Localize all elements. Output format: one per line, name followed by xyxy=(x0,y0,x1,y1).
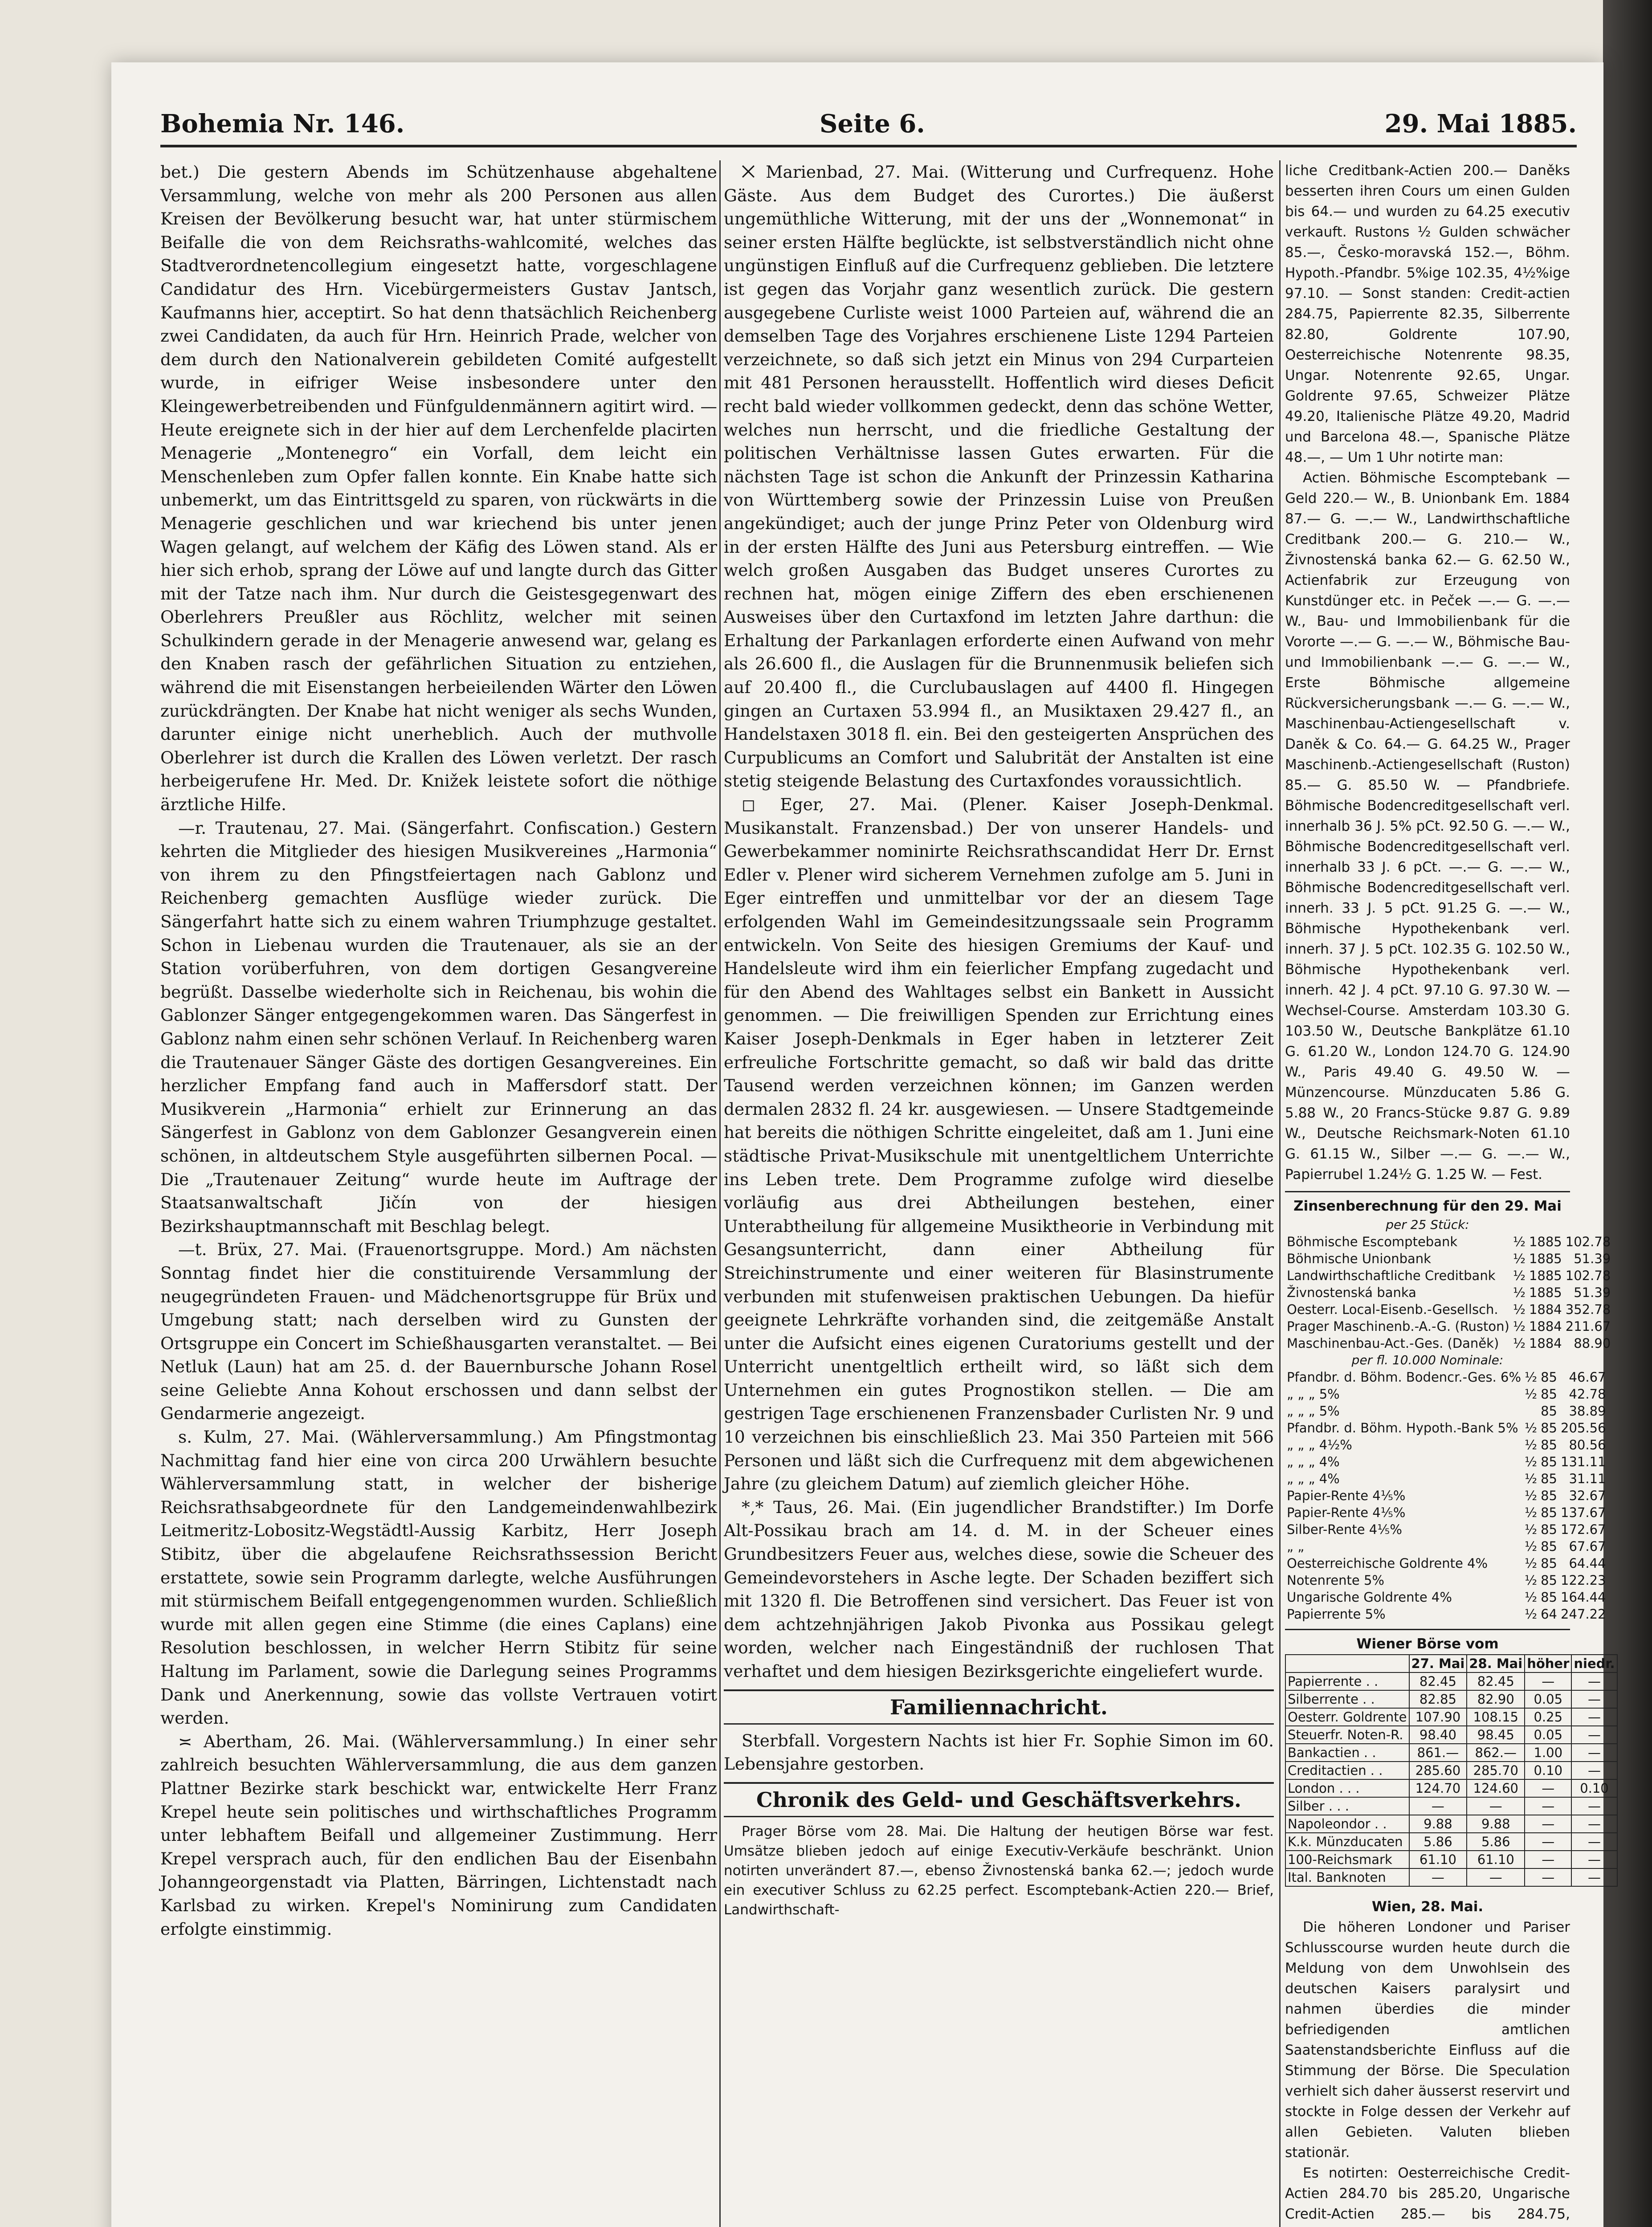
table-row xyxy=(1285,1708,1617,1726)
security-name: Creditactien . . xyxy=(1285,1762,1409,1779)
table-row xyxy=(1285,1436,1608,1453)
quote-value: 0.05 xyxy=(1525,1690,1571,1708)
interest-value: 51.39 xyxy=(1574,1251,1611,1266)
security-name: Böhmische Escomptebank xyxy=(1287,1234,1458,1249)
interest-year: 85 xyxy=(1541,1505,1558,1520)
security-name: K.k. Münzducaten xyxy=(1285,1833,1409,1851)
table-row xyxy=(1285,1521,1608,1538)
article-marienbad: ⨉ Marienbad, 27. Mai. (Witterung und Curfrequenz. Hohe Gäste. Aus dem Budget des Curortes.) Die äußerst ungemüthliche Witterung, mit der uns der „Wonnemonat“ in seiner ersten Hälfte beglückte, ist selbstverständlich nicht ohne ungünstigen Einfluß auf die Curfrequenz geblieben. Die letztere ist gegen das Vorjahr ganz wesentlich zurück. Die gestern ausgegebene Curliste weist 1000 Parteien auf, während die an demselben Tage des Vorjahres erschienene Liste 1294 Parteien verzeichnete, so daß sich jetzt ein Minus von 294 Curparteien mit 481 Personen herausstellt. Hoffentlich wird dieses Deficit recht bald wieder vollkommen gedeckt, denn das schöne Wetter, welches nun herrscht, und die friedliche Gestaltung der politischen Verhältnisse lassen Gutes erwarten. Für die nächsten Tage ist schon die Ankunft der Prinzessin Katharina von Württemberg sowie der Prinzessin Luise von Preußen angekündiget; auch der junge Prinz Peter von Oldenburg wird in der ersten Hälfte des Juni aus Petersburg eintreffen. — Wie welch großen Ausgaben das Budget unseres Curortes zu rechnen hat, mögen einige Ziffern des eben erschienenen Ausweises über den Curtaxfond im letzten Jahre darthun: die Erhaltung der Parkanlagen erforderte einen Aufwand von mehr als 26.600 fl., die Auslagen für die Brunnenmusik beliefen sich auf 20.400 fl., die Curclubauslagen auf 4400 fl. Hingegen gingen an Curtaxen 53.994 fl., an Musiktaxen 29.427 fl., an Handelstaxen 3018 fl. ein. Bei den gesteigerten Ansprüchen des Curpublicums an Comfort und Salubrität der Anstalten ist eine stetig steigende Belastung des Curtaxfondes voraussichtlich. xyxy=(724,162,1274,791)
interest-fraction: ½ xyxy=(1525,1590,1538,1605)
table-row xyxy=(1285,1672,1617,1690)
security-name: Papierrente 5% xyxy=(1287,1607,1386,1622)
quote-value: — xyxy=(1467,1868,1525,1886)
interest-year: 1884 xyxy=(1529,1302,1562,1317)
table-row xyxy=(1285,1589,1608,1606)
interest-year: 85 xyxy=(1541,1437,1558,1452)
table-row xyxy=(1285,1487,1608,1504)
table-row xyxy=(1285,1504,1608,1521)
quote-value: 82.90 xyxy=(1467,1690,1525,1708)
quote-value: 82.85 xyxy=(1409,1690,1467,1708)
column-3 xyxy=(1285,160,1615,2227)
quote-value: 1.00 xyxy=(1525,1744,1571,1762)
interest-value: 51.39 xyxy=(1574,1285,1611,1300)
security-name: 100-Reichsmark xyxy=(1285,1851,1409,1868)
table-row xyxy=(1285,1833,1617,1851)
security-name: Steuerfr. Noten-R. xyxy=(1285,1726,1409,1744)
interest-value: 247.22 xyxy=(1561,1607,1606,1622)
interest-year: 1884 xyxy=(1529,1336,1562,1351)
security-name: „ „ „ 4% xyxy=(1287,1471,1340,1486)
table-row xyxy=(1285,1386,1608,1403)
article-taus: *‚* Taus, 26. Mai. (Ein jugendlicher Brandstifter.) Im Dorfe Alt-Possikau brach am 14. d. M. in der Scheuer eines Grundbesitzers Feuer aus, welches diese, sowie die Scheuer des Gemeindevorstehers in Asche legte. Der Schaden beziffert sich mit 1320 fl. Die Betroffenen sind versichert. Das Feuer ist von dem achtzehnjährigen Jakob Pivonka aus Possikau gelegt worden, welcher nach Eingeständniß der ruchlosen That verhaftet und dem hiesigen Bezirksgerichte eingeliefert wurde. xyxy=(724,1497,1274,1681)
quote-value: — xyxy=(1571,1708,1617,1726)
interest-value: 164.44 xyxy=(1561,1590,1606,1605)
header-page-number: Seite 6. xyxy=(820,109,925,139)
security-name: Pfandbr. d. Böhm. Bodencr.-Ges. 6% xyxy=(1287,1370,1521,1385)
table-row xyxy=(1285,1744,1617,1762)
security-name: Böhmische Unionbank xyxy=(1287,1251,1431,1266)
interest-fraction: ½ xyxy=(1525,1522,1538,1537)
quote-value: — xyxy=(1571,1762,1617,1779)
quote-value: — xyxy=(1409,1868,1467,1886)
interest-fraction: ½ xyxy=(1513,1302,1526,1317)
table-row xyxy=(1285,1538,1608,1555)
table-row xyxy=(1285,1762,1617,1779)
security-name: „ „ „ 4% xyxy=(1287,1454,1340,1469)
security-name: Silber-Rente 4⅕% xyxy=(1287,1522,1402,1537)
quote-value: — xyxy=(1571,1744,1617,1762)
vienna-report-p1: Die höheren Londoner und Pariser Schlusscourse wurden heute durch die Meldung von dem Unwohlsein des deutschen Kaisers paralysirt und nahmen überdies die minder befriedigenden amtlichen Saatenstandsberichte Einfluss auf die Stimmung der Börse. Die Speculation verhielt sich daher äusserst reservirt und stockte in Folge dessen der Verkehr auf allen Gebieten. Valuten blieben stationär. xyxy=(1285,1919,1570,2161)
interest-value: 352.78 xyxy=(1565,1302,1611,1317)
quote-value: 0.10 xyxy=(1571,1779,1617,1797)
quote-value: 0.25 xyxy=(1525,1708,1571,1726)
quote-value: 9.88 xyxy=(1409,1815,1467,1833)
quote-value: — xyxy=(1571,1815,1617,1833)
interest-fraction: ½ xyxy=(1525,1488,1538,1503)
interest-value: 42.78 xyxy=(1569,1387,1606,1402)
table-row xyxy=(1285,1250,1612,1267)
column-2 xyxy=(724,160,1274,2227)
quote-value: 862.— xyxy=(1467,1744,1525,1762)
quote-value: 82.45 xyxy=(1467,1672,1525,1690)
interest-year: 85 xyxy=(1541,1590,1558,1605)
interest-value: 67.67 xyxy=(1569,1539,1606,1554)
interest-fraction: ½ xyxy=(1525,1437,1538,1452)
exchange-quotes: Actien. Böhmische Escomptebank — Geld 220.— W., B. Unionbank Em. 1884 87.— G. —.— W., Landwirthschaftliche Creditbank 200.— G. 210.— W., Živnostenská banka 62.— G. 62.50 W., Actienfabrik zur Erzeugung von Kunstdünger etc. in Peček —.— G. —.— W., Bau- und Immobilienbank für die Vororte —.— G. —.— W., Böhmische Bau- und Immobilienbank —.— G. —.— W., Erste Böhmische allgemeine Rückversicherungsbank —.— G. —.— W., Maschinenbau-Actiengesellschaft v. Daněk & Co. 64.— G. 64.25 W., Prager Maschinenb.-Actiengesellschaft (Ruston) 85.— G. 85.50 W. — Pfandbriefe. Böhmische Bodencreditgesellschaft verl. innerhalb 36 J. 5% pCt. 92.50 G. —.— W., Böhmische Bodencreditgesellschaft verl. innerhalb 33 J. 6 pCt. —.— G. —.— W., Böhmische Bodencreditgesellschaft verl. innerh. 33 J. 5 pCt. 91.25 G. —.— W., Böhmische Hypothekenbank verl. innerh. 37 J. 5 pCt. 102.35 G. 102.50 W., Böhmische Hypothekenbank verl. innerh. 42 J. 4 pCt. 97.10 G. 97.30 W. — Wechsel-Course. Amsterdam 103.30 G. 103.50 W., Deutsche Bankplätze 61.10 G. 61.20 W., London 124.70 G. 124.90 W., Paris 49.40 G. 49.50 W. — Münzencourse. Münzducaten 5.86 G. 5.88 W., 20 Francs-Stücke 9.87 G. 9.89 W., Deutsche Reichsmark-Noten 61.10 G. 61.15 W., Silber —.— G. —.— W., Papierrubel 1.24½ G. 1.25 W. — Fest. xyxy=(1285,470,1570,1183)
table-row xyxy=(1285,1335,1612,1352)
table-row xyxy=(1285,1470,1608,1487)
interest-table-title: Zinsenberechnung für den 29. Mai xyxy=(1285,1191,1570,1216)
interest-year: 85 xyxy=(1541,1420,1558,1436)
interest-fraction: ½ xyxy=(1525,1420,1538,1436)
security-name: Oesterr. Local-Eisenb.-Gesellsch. xyxy=(1287,1302,1498,1317)
interest-value: 211.67 xyxy=(1565,1319,1611,1334)
quote-value: — xyxy=(1571,1833,1617,1851)
family-notice-title: Familiennachricht. xyxy=(724,1689,1274,1725)
newspaper-page xyxy=(111,62,1615,2227)
interest-year: 85 xyxy=(1541,1454,1558,1469)
security-name: Maschinenbau-Act.-Ges. (Daněk) xyxy=(1287,1336,1499,1351)
vienna-exchange-table-title: Wiener Börse vom xyxy=(1285,1629,1570,1654)
security-name: Landwirthschaftliche Creditbank xyxy=(1287,1268,1496,1283)
prague-exchange-report: Prager Börse vom 28. Mai. Die Haltung der heutigen Börse war fest. Umsätze blieben jedoch auf einige Executiv-Verkäufe beschränkt. Union notirten unverändert 87.—, ebenso Živnostenská banka 62.—; jedoch wurde ein executiver Schluss zu 62.25 perfect. Escomptebank-Actien 220.— Brief, Landwirthschaft- xyxy=(724,1823,1274,1918)
table-row xyxy=(1285,1318,1612,1335)
quote-value: — xyxy=(1571,1672,1617,1690)
exchange-report-continued: liche Creditbank-Actien 200.— Daněks besserten ihren Cours um einen Gulden bis 64.— und wurden zu 64.25 executiv verkauft. Rustons ½ Gulden schwächer 85.—, Česko-moravská 152.—, Böhm. Hypoth.-Pfandbr. 5%ige 102.35, 4½%ige 97.10. — Sonst standen: Credit-actien 284.75, Papierrente 82.35, Silberrente 82.80, Goldrente 107.90, Oesterreichische Notenrente 98.35, Ungar. Notenrente 92.65, Ungar. Goldrente 97.65, Schweizer Plätze 49.20, Italienische Plätze 49.20, Madrid und Barcelona 48.—, Spanische Plätze 48.—, — Um 1 Uhr notirte man: xyxy=(1285,163,1570,465)
table-row xyxy=(1285,1797,1617,1815)
interest-fraction: ½ xyxy=(1513,1251,1526,1266)
interest-table-bonds xyxy=(1285,1369,1608,1623)
interest-value: 172.67 xyxy=(1561,1522,1606,1537)
interest-fraction: ½ xyxy=(1513,1234,1526,1249)
quote-value: — xyxy=(1571,1851,1617,1868)
interest-year: 1885 xyxy=(1529,1234,1562,1249)
security-name: „ „ xyxy=(1287,1539,1305,1554)
security-name: Prager Maschinenb.-A.-G. (Ruston) xyxy=(1287,1319,1509,1334)
interest-year: 1885 xyxy=(1529,1268,1562,1283)
vienna-report-title: Wien, 28. Mai. xyxy=(1371,1899,1484,1915)
interest-value: 122.23 xyxy=(1561,1573,1606,1588)
quote-value: — xyxy=(1571,1868,1617,1886)
vienna-report-p2: Es notirten: Oesterreichische Credit-Actien 284.70 bis 285.20, Ungarische Credit-Actien 285.— bis 284.75, xyxy=(1285,2165,1570,2222)
interest-value: 31.11 xyxy=(1569,1471,1606,1486)
interest-year: 85 xyxy=(1541,1370,1558,1385)
security-name: Pfandbr. d. Böhm. Hypoth.-Bank 5% xyxy=(1287,1420,1518,1436)
interest-year: 85 xyxy=(1541,1387,1558,1402)
quote-value: — xyxy=(1467,1797,1525,1815)
table-row xyxy=(1285,1868,1617,1886)
interest-year: 85 xyxy=(1541,1556,1558,1571)
security-name: „ „ „ 5% xyxy=(1287,1403,1340,1419)
table-row xyxy=(1285,1606,1608,1623)
table-row xyxy=(1285,1284,1612,1301)
interest-value: 32.67 xyxy=(1569,1488,1606,1503)
interest-year: 85 xyxy=(1541,1573,1558,1588)
security-name: Papierrente . . xyxy=(1285,1672,1409,1690)
interest-fraction: ½ xyxy=(1525,1454,1538,1469)
interest-year: 85 xyxy=(1541,1539,1558,1554)
table-row xyxy=(1285,1453,1608,1470)
table-row xyxy=(1285,1779,1617,1797)
table-row xyxy=(1285,1851,1617,1868)
interest-value: 88.90 xyxy=(1574,1336,1611,1351)
column-header xyxy=(1285,1655,1409,1672)
article-trautenau: —r. Trautenau, 27. Mai. (Sängerfahrt. Confiscation.) Gestern kehrten die Mitglieder des hiesigen Musikvereines „Harmonia“ von ihrem zu den Pfingstfeiertagen nach Gablonz und Reichenberg gemachten Ausflüge wieder zurück. Die Sängerfahrt hatte sich zu einem wahren Triumphzuge gestaltet. Schon in Liebenau wurden die Trautenauer, als sie an der Station vorüberfuhren, von dem dortigen Gesangvereine begrüßt. Dasselbe wiederholte sich in Reichenau, bis wohin die Gablonzer Sänger entgegengekommen waren. Das Sängerfest in Gablonz nahm einen sehr schönen Verlauf. In Reichenberg waren die Trautenauer Sänger Gäste des dortigen Gesangvereines. Ein herzlicher Empfang fand auch in Maffersdorf statt. Der Musikverein „Harmonia“ erhielt zur Erinnerung an das Sängerfest in Gablonz von dem Gablonzer Gesangverein einen schönen, in altdeutschem Style ausgeführten silbernen Pocal. — Die „Trautenauer Zeitung“ wurde heute im Auftrage der Staatsanwaltschaft Jičín von der hiesigen Bezirkshauptmannschaft mit Beschlag belegt. xyxy=(160,818,717,1236)
security-name: Živnostenská banka xyxy=(1287,1285,1416,1300)
interest-value: 46.67 xyxy=(1569,1370,1606,1385)
article-kulm: s. Kulm, 27. Mai. (Wählerversammlung.) Am Pfingstmontag Nachmittag fand hier eine von circa 200 Urwählern besuchte Wählerversammlung statt, in welcher der bisherige Reichsrathsabgeordnete für den Landgemeindenwahlbezirk Leitmeritz-Lobositz-Wegstädtl-Aussig Karbitz, Herr Joseph Stibitz, über die abgelaufene Reichsrathssession Bericht erstattete, sowie sein Programm darlegte, welche Ausführungen mit stürmischem Beifall entgegengenommen wurden. Schließlich wurde mit allen gegen eine Stimme (die eines Caplans) eine Resolution beschlossen, in welcher Herrn Stibitz für seine Haltung im Parlament, sowie die Darlegung seines Programms Dank und Anerkennung, sowie das vollste Vertrauen votirt werden. xyxy=(160,1427,717,1728)
article-abertham: ≍ Abertham, 26. Mai. (Wählerversammlung.) In einer sehr zahlreich besuchten Wählerversammlung, die aus dem ganzen Plattner Bezirke stark beschickt war, entwickelte Herr Franz Krepel heute sein politisches und wirthschaftliches Programm unter lebhaftem Beifall und allgemeiner Zustimmung. Herr Krepel versprach auch, für den endlichen Bau der Eisenbahn Johanngeorgenstadt via Platten, Bärringen, Lichtenstadt nach Karlsbad zu wirken. Krepel's Nominirung zum Candidaten erfolgte einstimmig. xyxy=(160,1731,717,1939)
interest-fraction: ½ xyxy=(1513,1336,1526,1351)
quote-value: 861.— xyxy=(1409,1744,1467,1762)
interest-value: 64.44 xyxy=(1569,1556,1606,1571)
security-name: Napoleondor . . xyxy=(1285,1815,1409,1833)
column-header: höher xyxy=(1525,1655,1571,1672)
column-1 xyxy=(160,160,717,2227)
financial-chronicle-title: Chronik des Geld- und Geschäftsverkehrs. xyxy=(724,1782,1274,1817)
interest-year: 1885 xyxy=(1529,1285,1562,1300)
quote-value: 107.90 xyxy=(1409,1708,1467,1726)
interest-year: 64 xyxy=(1541,1607,1558,1622)
security-name: Bankactien . . xyxy=(1285,1744,1409,1762)
quote-value: 5.86 xyxy=(1467,1833,1525,1851)
table-row xyxy=(1285,1572,1608,1589)
table-row xyxy=(1285,1690,1617,1708)
security-name: London . . . xyxy=(1285,1779,1409,1797)
interest-table-sub1: per 25 Stück: xyxy=(1386,1217,1469,1232)
table-row xyxy=(1285,1267,1612,1284)
table-row xyxy=(1285,1301,1612,1318)
interest-fraction: ½ xyxy=(1525,1505,1538,1520)
quote-value: — xyxy=(1571,1726,1617,1744)
quote-value: — xyxy=(1525,1779,1571,1797)
security-name: Oesterreichische Goldrente 4% xyxy=(1287,1556,1488,1571)
quote-value: 82.45 xyxy=(1409,1672,1467,1690)
quote-value: — xyxy=(1525,1868,1571,1886)
interest-fraction: ½ xyxy=(1513,1319,1526,1334)
book-spine-edge xyxy=(1603,0,1652,2227)
security-name: Papier-Rente 4⅕% xyxy=(1287,1505,1406,1520)
table-row xyxy=(1285,1726,1617,1744)
interest-fraction: ½ xyxy=(1525,1471,1538,1486)
table-row xyxy=(1285,1815,1617,1833)
interest-year: 85 xyxy=(1541,1522,1558,1537)
column-header: niedr. xyxy=(1571,1655,1617,1672)
interest-fraction: ½ xyxy=(1525,1370,1538,1385)
article-eger: ◻ Eger, 27. Mai. (Plener. Kaiser Joseph-Denkmal. Musikanstalt. Franzensbad.) Der von unserer Handels- und Gewerbekammer nominirte Reichsrathscandidat Herr Dr. Ernst Edler v. Plener wird sicherem Vernehmen zufolge am 5. Juni in Eger eintreffen und unmittelbar vor der an diesem Tage erfolgenden Wahl im Gemeindesitzungssaale sein Programm entwickeln. Von Seite des hiesigen Gremiums der Kauf- und Handelsleute wird ihm ein feierlicher Empfang zugedacht und für den Abend des Wahltages selbst ein Bankett in Aussicht genommen. — Die freiwilligen Spenden zur Errichtung eines Kaiser Joseph-Denkmals in Eger haben in letzterer Zeit erfreuliche Fortschritte gemacht, so daß wir bald das dritte Tausend werden verzeichnen können; im Ganzen werden dermalen 2832 fl. 24 kr. ausgewiesen. — Unsere Stadtgemeinde hat bereits die nöthigen Schritte eingeleitet, daß am 1. Juni eine städtische Privat-Musikschule mit unentgeltlichem Unterrichte ins Leben trete. Dem Programme zufolge wird dieselbe vorläufig aus drei Abtheilungen bestehen, einer Unterabtheilung für allgemeine Musiktheorie in Verbindung mit Gesangsunterricht, dann einer Abtheilung für Streichinstrumente und einer weiteren für Blasinstrumente verbunden mit stufenweisen praktischen Uebungen. Da hiefür geeignete Lehrkräfte vorhanden sind, die zeitgemäße Anstalt unter die Aufsicht eines eigenen Curatoriums gestellt und der Unterricht unentgeltlich ertheilt wird, so läßt sich dem Unternehmen ein gutes Prognostikon stellen. — Die am gestrigen Tage erschienenen Franzensbader Curlisten Nr. 9 und 10 verzeichnen bis einschließlich 23. Mai 350 Parteien mit 566 Personen und läßt sich die Curfrequenz mit dem abgewichenen Jahre (zu gleichem Datum) auf ziemlich gleicher Höhe. xyxy=(724,795,1274,1494)
table-row xyxy=(1285,1233,1612,1250)
column-header: 27. Mai xyxy=(1409,1655,1467,1672)
quote-value: 5.86 xyxy=(1409,1833,1467,1851)
quote-value: 98.40 xyxy=(1409,1726,1467,1744)
quote-value: 61.10 xyxy=(1467,1851,1525,1868)
quote-value: — xyxy=(1525,1851,1571,1868)
security-name: Silber . . . xyxy=(1285,1797,1409,1815)
security-name: Silberrente . . xyxy=(1285,1690,1409,1708)
header-masthead: Bohemia Nr. 146. xyxy=(160,109,405,139)
interest-fraction: ½ xyxy=(1525,1607,1538,1622)
security-name: Notenrente 5% xyxy=(1287,1573,1384,1588)
table-row xyxy=(1285,1419,1608,1436)
quote-value: — xyxy=(1525,1833,1571,1851)
quote-value: 0.05 xyxy=(1525,1726,1571,1744)
interest-value: 102.78 xyxy=(1565,1234,1611,1249)
interest-fraction: ½ xyxy=(1513,1268,1526,1283)
interest-value: 102.78 xyxy=(1565,1268,1611,1283)
security-name: „ „ „ 4½% xyxy=(1287,1437,1352,1452)
security-name: Ital. Banknoten xyxy=(1285,1868,1409,1886)
interest-value: 131.11 xyxy=(1561,1454,1606,1469)
quote-value: 285.60 xyxy=(1409,1762,1467,1779)
interest-value: 38.89 xyxy=(1569,1403,1606,1419)
quote-value: 108.15 xyxy=(1467,1708,1525,1726)
interest-table-sub2: per fl. 10.000 Nominale: xyxy=(1351,1353,1504,1367)
quote-value: — xyxy=(1409,1797,1467,1815)
column-rule-1 xyxy=(719,160,721,2227)
page-header xyxy=(160,105,1577,147)
security-name: Ungarische Goldrente 4% xyxy=(1287,1590,1452,1605)
table-row xyxy=(1285,1555,1608,1572)
security-name: Papier-Rente 4⅕% xyxy=(1287,1488,1406,1503)
quote-value: 0.10 xyxy=(1525,1762,1571,1779)
interest-year: 1884 xyxy=(1529,1319,1562,1334)
article-reichenberg: bet.) Die gestern Abends im Schützenhause abgehaltene Versammlung, welche von mehr als 200 Personen aus allen Kreisen der Bevölkerung besucht war, hat unter stürmischem Beifalle die von dem Reichsraths-wahlcomité, welches das Stadtverordnetencollegium eingesetzt hatte, vorgeschlagene Candidatur des Hrn. Vicebürgermeisters Gustav Jantsch, Kaufmanns hier, acceptirt. So hat denn thatsächlich Reichenberg zwei Candidaten, da auch für Hrn. Heinrich Prade, welcher von dem durch den Nationalverein gebildeten Comité aufgestellt wurde, in eifriger Weise insbesondere unter den Kleingewerbetreibenden und Fünfguldenmännern agitirt wird. — Heute ereignete sich in der hier auf dem Lerchenfelde placirten Menagerie „Montenegro“ ein Vorfall, dem leicht ein Menschenleben zum Opfer fallen konnte. Ein Knabe hatte sich unbemerkt, um das Eintrittsgeld zu sparen, von rückwärts in die Menagerie geschlichen und war kriechend bis unter jenen Wagen gelangt, auf welchem der Käfig des Löwen stand. Als er hier sich erhob, sprang der Löwe auf und langte durch das Gitter mit der Tatze nach ihm. Nur durch die Geistesgegenwart des Oberlehrers Preußler aus Röchlitz, welcher mit seinen Schulkindern gerade in der Menagerie anwesend war, gelang es den Knaben rasch der gefährlichen Situation zu entziehen, während die mit Eisenstangen herbeieilenden Wärter den Löwen zurückdrängten. Der Knabe hat nicht weniger als sechs Wunden, darunter einige nicht unerheblich. Auch der muthvolle Oberlehrer ist durch die Krallen des Löwen verletzt. Der rasch herbeigerufene Hr. Med. Dr. Knižek leistete sofort die nöthige ärztliche Hilfe. xyxy=(160,162,717,815)
quote-value: 61.10 xyxy=(1409,1851,1467,1868)
quote-value: — xyxy=(1525,1797,1571,1815)
interest-year: 85 xyxy=(1541,1403,1558,1419)
interest-value: 205.56 xyxy=(1561,1420,1606,1436)
quote-value: — xyxy=(1525,1672,1571,1690)
interest-fraction: ½ xyxy=(1513,1285,1526,1300)
interest-value: 137.67 xyxy=(1561,1505,1606,1520)
quote-value: 9.88 xyxy=(1467,1815,1525,1833)
interest-fraction: ½ xyxy=(1525,1387,1538,1402)
column-header: 28. Mai xyxy=(1467,1655,1525,1672)
header-date: 29. Mai 1885. xyxy=(1384,109,1577,139)
quote-value: 124.60 xyxy=(1467,1779,1525,1797)
interest-year: 85 xyxy=(1541,1471,1558,1486)
quote-value: 98.45 xyxy=(1467,1726,1525,1744)
interest-year: 85 xyxy=(1541,1488,1558,1503)
quote-value: — xyxy=(1525,1815,1571,1833)
security-name: „ „ „ 5% xyxy=(1287,1387,1340,1402)
quote-value: 285.70 xyxy=(1467,1762,1525,1779)
interest-fraction xyxy=(1523,1403,1539,1419)
quote-value: 124.70 xyxy=(1409,1779,1467,1797)
family-notice-text: Sterbfall. Vorgestern Nachts ist hier Fr. Sophie Simon im 60. Lebensjahre gestorben. xyxy=(724,1730,1274,1774)
interest-fraction: ½ xyxy=(1525,1573,1538,1588)
interest-value: 80.56 xyxy=(1569,1437,1606,1452)
vienna-exchange-table xyxy=(1285,1654,1618,1887)
interest-fraction: ½ xyxy=(1525,1539,1538,1554)
column-rule-2 xyxy=(1279,160,1281,2227)
interest-year: 1885 xyxy=(1529,1251,1562,1266)
interest-table-shares xyxy=(1285,1233,1612,1352)
quote-value: — xyxy=(1571,1690,1617,1708)
quote-value: — xyxy=(1571,1797,1617,1815)
interest-fraction: ½ xyxy=(1525,1556,1538,1571)
article-bruex: —t. Brüx, 27. Mai. (Frauenortsgruppe. Mord.) Am nächsten Sonntag findet hier die constituirende Versammlung der neugegründeten Frauen- und Mädchenortsgruppe für Brüx und Umgebung statt; nach derselben wird zu Gunsten der Ortsgruppe ein Concert im Schießhausgarten veranstaltet. — Bei Netluk (Laun) hat am 25. d. der Bauernbursche Johann Rosel seine Geliebte Anna Kohout erschossen und dann selbst der Gendarmerie angezeigt. xyxy=(160,1240,717,1423)
table-row xyxy=(1285,1403,1608,1419)
table-row xyxy=(1285,1369,1608,1386)
security-name: Oesterr. Goldrente xyxy=(1285,1708,1409,1726)
